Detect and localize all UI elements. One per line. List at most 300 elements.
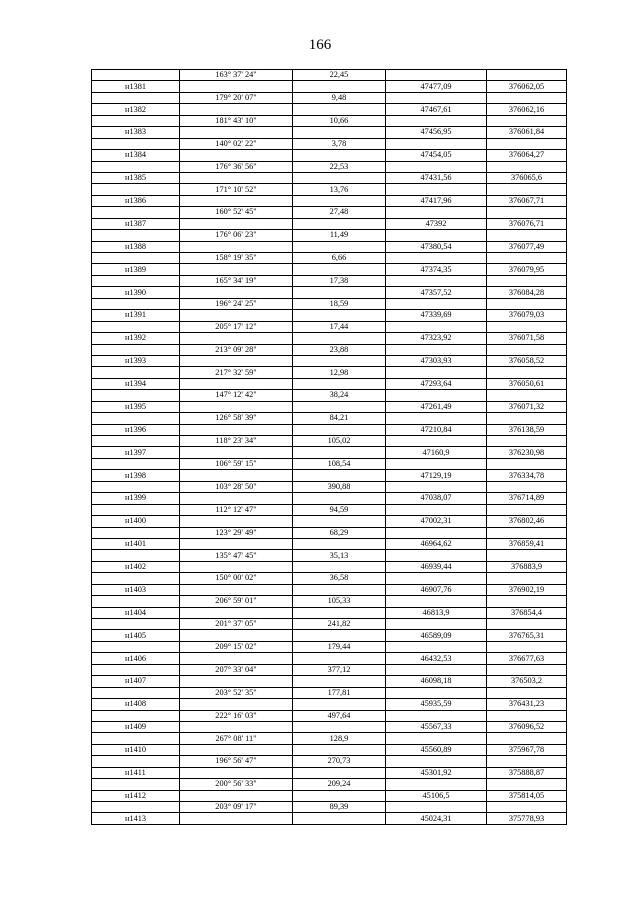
coordinate-y: 376062,05 bbox=[487, 81, 567, 92]
segment-length: 377,12 bbox=[293, 664, 386, 675]
empty-cell bbox=[92, 436, 180, 447]
empty-cell bbox=[293, 218, 386, 229]
segment-row bbox=[92, 504, 567, 515]
empty-cell bbox=[92, 504, 180, 515]
empty-cell bbox=[293, 195, 386, 206]
empty-cell bbox=[92, 619, 180, 630]
empty-cell bbox=[386, 527, 487, 538]
empty-cell bbox=[487, 641, 567, 652]
direction-angle: 135° 47' 45" bbox=[180, 550, 293, 561]
point-row bbox=[92, 172, 567, 183]
empty-cell bbox=[293, 790, 386, 801]
empty-cell bbox=[180, 172, 293, 183]
empty-cell bbox=[92, 275, 180, 286]
empty-cell bbox=[487, 230, 567, 241]
coordinate-y: 376765,31 bbox=[487, 630, 567, 641]
segment-row bbox=[92, 756, 567, 767]
empty-cell bbox=[487, 756, 567, 767]
coordinate-y: 376859,41 bbox=[487, 538, 567, 549]
segment-length: 17,44 bbox=[293, 321, 386, 332]
empty-cell bbox=[293, 676, 386, 687]
direction-angle: 207° 33' 04" bbox=[180, 664, 293, 675]
empty-cell bbox=[386, 275, 487, 286]
direction-angle: 140° 02' 22" bbox=[180, 138, 293, 149]
direction-angle: 267° 08' 11" bbox=[180, 733, 293, 744]
segment-row bbox=[92, 550, 567, 561]
coordinate-y: 376079,03 bbox=[487, 310, 567, 321]
empty-cell bbox=[92, 458, 180, 469]
empty-cell bbox=[92, 161, 180, 172]
empty-cell bbox=[293, 401, 386, 412]
empty-cell bbox=[386, 161, 487, 172]
segment-row bbox=[92, 298, 567, 309]
empty-cell bbox=[92, 687, 180, 698]
empty-cell bbox=[487, 664, 567, 675]
empty-cell bbox=[386, 756, 487, 767]
empty-cell bbox=[180, 218, 293, 229]
point-name: н1385 bbox=[92, 172, 180, 183]
point-name: н1406 bbox=[92, 653, 180, 664]
point-name: н1412 bbox=[92, 790, 180, 801]
empty-cell bbox=[180, 813, 293, 824]
coordinate-x: 47002,31 bbox=[386, 516, 487, 527]
coordinate-x: 47160,9 bbox=[386, 447, 487, 458]
empty-cell bbox=[180, 424, 293, 435]
coordinate-y: 376061,84 bbox=[487, 127, 567, 138]
empty-cell bbox=[293, 104, 386, 115]
direction-angle: 147° 12' 42" bbox=[180, 390, 293, 401]
point-row bbox=[92, 401, 567, 412]
coordinates-table-body bbox=[92, 70, 567, 825]
segment-length: 6,66 bbox=[293, 253, 386, 264]
empty-cell bbox=[293, 287, 386, 298]
empty-cell bbox=[293, 584, 386, 595]
point-name: н1407 bbox=[92, 676, 180, 687]
empty-cell bbox=[180, 721, 293, 732]
empty-cell bbox=[180, 378, 293, 389]
segment-length: 108,54 bbox=[293, 458, 386, 469]
coordinate-x: 45301,92 bbox=[386, 767, 487, 778]
empty-cell bbox=[386, 298, 487, 309]
direction-angle: 171° 10' 52" bbox=[180, 184, 293, 195]
segment-length: 13,76 bbox=[293, 184, 386, 195]
coordinate-y: 376902,19 bbox=[487, 584, 567, 595]
direction-angle: 203° 52' 35" bbox=[180, 687, 293, 698]
direction-angle: 201° 37' 05" bbox=[180, 619, 293, 630]
empty-cell bbox=[180, 744, 293, 755]
coordinate-y: 376079,95 bbox=[487, 264, 567, 275]
point-row bbox=[92, 310, 567, 321]
segment-row bbox=[92, 275, 567, 286]
point-row bbox=[92, 264, 567, 275]
point-name: н1395 bbox=[92, 401, 180, 412]
segment-length: 89,39 bbox=[293, 802, 386, 813]
segment-row bbox=[92, 802, 567, 813]
point-row bbox=[92, 81, 567, 92]
point-name: н1400 bbox=[92, 516, 180, 527]
segment-row bbox=[92, 367, 567, 378]
empty-cell bbox=[487, 344, 567, 355]
point-row bbox=[92, 378, 567, 389]
segment-length: 11,49 bbox=[293, 230, 386, 241]
segment-length: 177,81 bbox=[293, 687, 386, 698]
segment-length: 23,88 bbox=[293, 344, 386, 355]
segment-length: 3,78 bbox=[293, 138, 386, 149]
direction-angle: 200° 56' 33" bbox=[180, 779, 293, 790]
direction-angle: 209° 15' 02" bbox=[180, 641, 293, 652]
direction-angle: 106° 59' 15" bbox=[180, 458, 293, 469]
point-row bbox=[92, 333, 567, 344]
point-name: н1391 bbox=[92, 310, 180, 321]
direction-angle: 206° 59' 01" bbox=[180, 596, 293, 607]
coordinate-y: 376503,2 bbox=[487, 676, 567, 687]
coordinate-y: 376071,32 bbox=[487, 401, 567, 412]
empty-cell bbox=[386, 367, 487, 378]
direction-angle: 103° 28' 50" bbox=[180, 481, 293, 492]
empty-cell bbox=[92, 367, 180, 378]
point-name: н1404 bbox=[92, 607, 180, 618]
segment-length: 94,59 bbox=[293, 504, 386, 515]
point-row bbox=[92, 653, 567, 664]
empty-cell bbox=[180, 150, 293, 161]
empty-cell bbox=[293, 813, 386, 824]
coordinate-y: 375814,05 bbox=[487, 790, 567, 801]
point-name: н1402 bbox=[92, 561, 180, 572]
coordinate-y: 376096,52 bbox=[487, 721, 567, 732]
point-row bbox=[92, 630, 567, 641]
empty-cell bbox=[180, 264, 293, 275]
empty-cell bbox=[180, 401, 293, 412]
empty-cell bbox=[180, 127, 293, 138]
direction-angle: 196° 56' 47" bbox=[180, 756, 293, 767]
empty-cell bbox=[293, 561, 386, 572]
point-row bbox=[92, 218, 567, 229]
empty-cell bbox=[293, 150, 386, 161]
segment-row bbox=[92, 619, 567, 630]
point-name: н1388 bbox=[92, 241, 180, 252]
segment-row bbox=[92, 573, 567, 584]
segment-row bbox=[92, 458, 567, 469]
coordinate-x: 47431,56 bbox=[386, 172, 487, 183]
empty-cell bbox=[180, 195, 293, 206]
empty-cell bbox=[386, 733, 487, 744]
segment-length: 35,13 bbox=[293, 550, 386, 561]
segment-length: 390,88 bbox=[293, 481, 386, 492]
point-name: н1411 bbox=[92, 767, 180, 778]
empty-cell bbox=[487, 596, 567, 607]
coordinate-y: 376071,58 bbox=[487, 333, 567, 344]
point-row bbox=[92, 470, 567, 481]
coordinate-y: 376062,16 bbox=[487, 104, 567, 115]
empty-cell bbox=[487, 458, 567, 469]
empty-cell bbox=[92, 115, 180, 126]
empty-cell bbox=[92, 138, 180, 149]
empty-cell bbox=[92, 253, 180, 264]
point-name: н1381 bbox=[92, 81, 180, 92]
direction-angle: 150° 00' 02" bbox=[180, 573, 293, 584]
direction-angle: 112° 12' 47" bbox=[180, 504, 293, 515]
point-name: н1382 bbox=[92, 104, 180, 115]
point-row bbox=[92, 287, 567, 298]
coordinate-y: 376076,71 bbox=[487, 218, 567, 229]
empty-cell bbox=[92, 321, 180, 332]
segment-length: 27,48 bbox=[293, 207, 386, 218]
empty-cell bbox=[92, 92, 180, 103]
empty-cell bbox=[386, 619, 487, 630]
empty-cell bbox=[386, 230, 487, 241]
coordinate-x: 46939,44 bbox=[386, 561, 487, 572]
empty-cell bbox=[386, 207, 487, 218]
empty-cell bbox=[92, 184, 180, 195]
point-row bbox=[92, 447, 567, 458]
segment-length: 270,73 bbox=[293, 756, 386, 767]
coordinate-x: 47392 bbox=[386, 218, 487, 229]
segment-row bbox=[92, 779, 567, 790]
empty-cell bbox=[487, 413, 567, 424]
empty-cell bbox=[293, 355, 386, 366]
coordinate-x: 47339,69 bbox=[386, 310, 487, 321]
empty-cell bbox=[180, 333, 293, 344]
coordinate-y: 375778,93 bbox=[487, 813, 567, 824]
empty-cell bbox=[92, 710, 180, 721]
segment-length: 9,48 bbox=[293, 92, 386, 103]
empty-cell bbox=[293, 424, 386, 435]
point-row bbox=[92, 744, 567, 755]
segment-length: 105,33 bbox=[293, 596, 386, 607]
point-row bbox=[92, 150, 567, 161]
coordinate-y: 376802,46 bbox=[487, 516, 567, 527]
empty-cell bbox=[293, 81, 386, 92]
empty-cell bbox=[92, 756, 180, 767]
segment-row bbox=[92, 184, 567, 195]
segment-row bbox=[92, 92, 567, 103]
empty-cell bbox=[293, 172, 386, 183]
empty-cell bbox=[180, 676, 293, 687]
empty-cell bbox=[180, 630, 293, 641]
direction-angle: 205° 17' 12" bbox=[180, 321, 293, 332]
point-row bbox=[92, 607, 567, 618]
point-name: н1413 bbox=[92, 813, 180, 824]
coordinate-y: 376050,61 bbox=[487, 378, 567, 389]
empty-cell bbox=[180, 241, 293, 252]
segment-row bbox=[92, 207, 567, 218]
empty-cell bbox=[92, 298, 180, 309]
point-row bbox=[92, 355, 567, 366]
coordinate-x: 47380,54 bbox=[386, 241, 487, 252]
segment-row bbox=[92, 230, 567, 241]
coordinate-y: 376854,4 bbox=[487, 607, 567, 618]
direction-angle: 158° 19' 35" bbox=[180, 253, 293, 264]
coordinate-x: 45935,59 bbox=[386, 699, 487, 710]
empty-cell bbox=[92, 641, 180, 652]
empty-cell bbox=[92, 779, 180, 790]
point-name: н1390 bbox=[92, 287, 180, 298]
empty-cell bbox=[386, 184, 487, 195]
point-name: н1396 bbox=[92, 424, 180, 435]
segment-row bbox=[92, 253, 567, 264]
coordinate-x: 47323,92 bbox=[386, 333, 487, 344]
empty-cell bbox=[487, 207, 567, 218]
coordinate-y: 376230,98 bbox=[487, 447, 567, 458]
empty-cell bbox=[386, 413, 487, 424]
point-row bbox=[92, 790, 567, 801]
coordinate-x: 46907,76 bbox=[386, 584, 487, 595]
coordinate-x: 47303,93 bbox=[386, 355, 487, 366]
empty-cell bbox=[92, 344, 180, 355]
point-name: н1401 bbox=[92, 538, 180, 549]
empty-cell bbox=[293, 630, 386, 641]
direction-angle: 118° 23' 34" bbox=[180, 436, 293, 447]
point-name: н1387 bbox=[92, 218, 180, 229]
segment-length: 12,98 bbox=[293, 367, 386, 378]
empty-cell bbox=[487, 390, 567, 401]
empty-cell bbox=[386, 390, 487, 401]
coordinate-y: 376065,6 bbox=[487, 172, 567, 183]
coordinate-x: 45560,89 bbox=[386, 744, 487, 755]
point-row bbox=[92, 104, 567, 115]
empty-cell bbox=[180, 699, 293, 710]
empty-cell bbox=[487, 70, 567, 81]
point-row bbox=[92, 127, 567, 138]
empty-cell bbox=[92, 573, 180, 584]
coordinate-x: 47454,05 bbox=[386, 150, 487, 161]
coordinate-x: 47467,61 bbox=[386, 104, 487, 115]
coordinate-y: 376058,52 bbox=[487, 355, 567, 366]
point-name: н1405 bbox=[92, 630, 180, 641]
coordinate-x: 47293,64 bbox=[386, 378, 487, 389]
segment-length: 22,53 bbox=[293, 161, 386, 172]
direction-angle: 213° 09' 28" bbox=[180, 344, 293, 355]
direction-angle: 176° 06' 23" bbox=[180, 230, 293, 241]
point-row bbox=[92, 561, 567, 572]
empty-cell bbox=[92, 207, 180, 218]
segment-length: 128,9 bbox=[293, 733, 386, 744]
empty-cell bbox=[386, 138, 487, 149]
segment-row bbox=[92, 710, 567, 721]
coordinate-y: 376064,27 bbox=[487, 150, 567, 161]
direction-angle: 160° 52' 45" bbox=[180, 207, 293, 218]
empty-cell bbox=[92, 230, 180, 241]
coordinate-y: 376714,89 bbox=[487, 493, 567, 504]
coordinate-x: 47261,49 bbox=[386, 401, 487, 412]
empty-cell bbox=[386, 550, 487, 561]
segment-length: 179,44 bbox=[293, 641, 386, 652]
empty-cell bbox=[386, 436, 487, 447]
point-name: н1383 bbox=[92, 127, 180, 138]
coordinate-y: 376084,28 bbox=[487, 287, 567, 298]
coordinate-x: 47038,07 bbox=[386, 493, 487, 504]
segment-row bbox=[92, 161, 567, 172]
empty-cell bbox=[386, 802, 487, 813]
segment-length: 36,58 bbox=[293, 573, 386, 584]
empty-cell bbox=[92, 733, 180, 744]
empty-cell bbox=[180, 607, 293, 618]
direction-angle: 123° 29' 49" bbox=[180, 527, 293, 538]
empty-cell bbox=[293, 310, 386, 321]
point-name: н1408 bbox=[92, 699, 180, 710]
empty-cell bbox=[92, 481, 180, 492]
point-row bbox=[92, 813, 567, 824]
empty-cell bbox=[487, 710, 567, 721]
segment-row bbox=[92, 321, 567, 332]
point-row bbox=[92, 241, 567, 252]
empty-cell bbox=[293, 744, 386, 755]
empty-cell bbox=[487, 115, 567, 126]
segment-row bbox=[92, 344, 567, 355]
point-name: н1393 bbox=[92, 355, 180, 366]
empty-cell bbox=[386, 321, 487, 332]
empty-cell bbox=[293, 470, 386, 481]
segment-length: 497,64 bbox=[293, 710, 386, 721]
empty-cell bbox=[487, 138, 567, 149]
coordinate-x: 45567,33 bbox=[386, 721, 487, 732]
coordinate-x: 47456,95 bbox=[386, 127, 487, 138]
empty-cell bbox=[293, 699, 386, 710]
empty-cell bbox=[92, 664, 180, 675]
coordinate-y: 376334,78 bbox=[487, 470, 567, 481]
empty-cell bbox=[487, 298, 567, 309]
coordinate-x: 47374,35 bbox=[386, 264, 487, 275]
coordinate-x: 46432,53 bbox=[386, 653, 487, 664]
direction-angle: 165° 34' 19" bbox=[180, 275, 293, 286]
coordinate-x: 47477,09 bbox=[386, 81, 487, 92]
segment-length: 10,66 bbox=[293, 115, 386, 126]
segment-length: 105,02 bbox=[293, 436, 386, 447]
empty-cell bbox=[386, 253, 487, 264]
page-number: 166 bbox=[308, 37, 332, 53]
empty-cell bbox=[180, 287, 293, 298]
empty-cell bbox=[92, 390, 180, 401]
point-name: н1403 bbox=[92, 584, 180, 595]
segment-row bbox=[92, 115, 567, 126]
coordinates-table bbox=[91, 69, 567, 825]
empty-cell bbox=[293, 653, 386, 664]
coordinate-x: 46813,9 bbox=[386, 607, 487, 618]
segment-length: 22,45 bbox=[293, 70, 386, 81]
empty-cell bbox=[487, 779, 567, 790]
empty-cell bbox=[386, 664, 487, 675]
empty-cell bbox=[487, 527, 567, 538]
empty-cell bbox=[487, 802, 567, 813]
empty-cell bbox=[386, 573, 487, 584]
empty-cell bbox=[180, 81, 293, 92]
empty-cell bbox=[487, 184, 567, 195]
direction-angle: 203° 09' 17" bbox=[180, 802, 293, 813]
coordinate-x: 47417,96 bbox=[386, 195, 487, 206]
point-row bbox=[92, 538, 567, 549]
segment-length: 18,59 bbox=[293, 298, 386, 309]
segment-row bbox=[92, 664, 567, 675]
segment-row bbox=[92, 481, 567, 492]
segment-row bbox=[92, 641, 567, 652]
empty-cell bbox=[92, 413, 180, 424]
empty-cell bbox=[92, 550, 180, 561]
empty-cell bbox=[293, 516, 386, 527]
point-row bbox=[92, 676, 567, 687]
point-row bbox=[92, 493, 567, 504]
empty-cell bbox=[180, 447, 293, 458]
point-name: н1399 bbox=[92, 493, 180, 504]
empty-cell bbox=[180, 355, 293, 366]
empty-cell bbox=[487, 275, 567, 286]
empty-cell bbox=[293, 447, 386, 458]
direction-angle: 181° 43' 10" bbox=[180, 115, 293, 126]
empty-cell bbox=[386, 344, 487, 355]
empty-cell bbox=[487, 321, 567, 332]
empty-cell bbox=[180, 516, 293, 527]
empty-cell bbox=[487, 92, 567, 103]
point-name: н1384 bbox=[92, 150, 180, 161]
